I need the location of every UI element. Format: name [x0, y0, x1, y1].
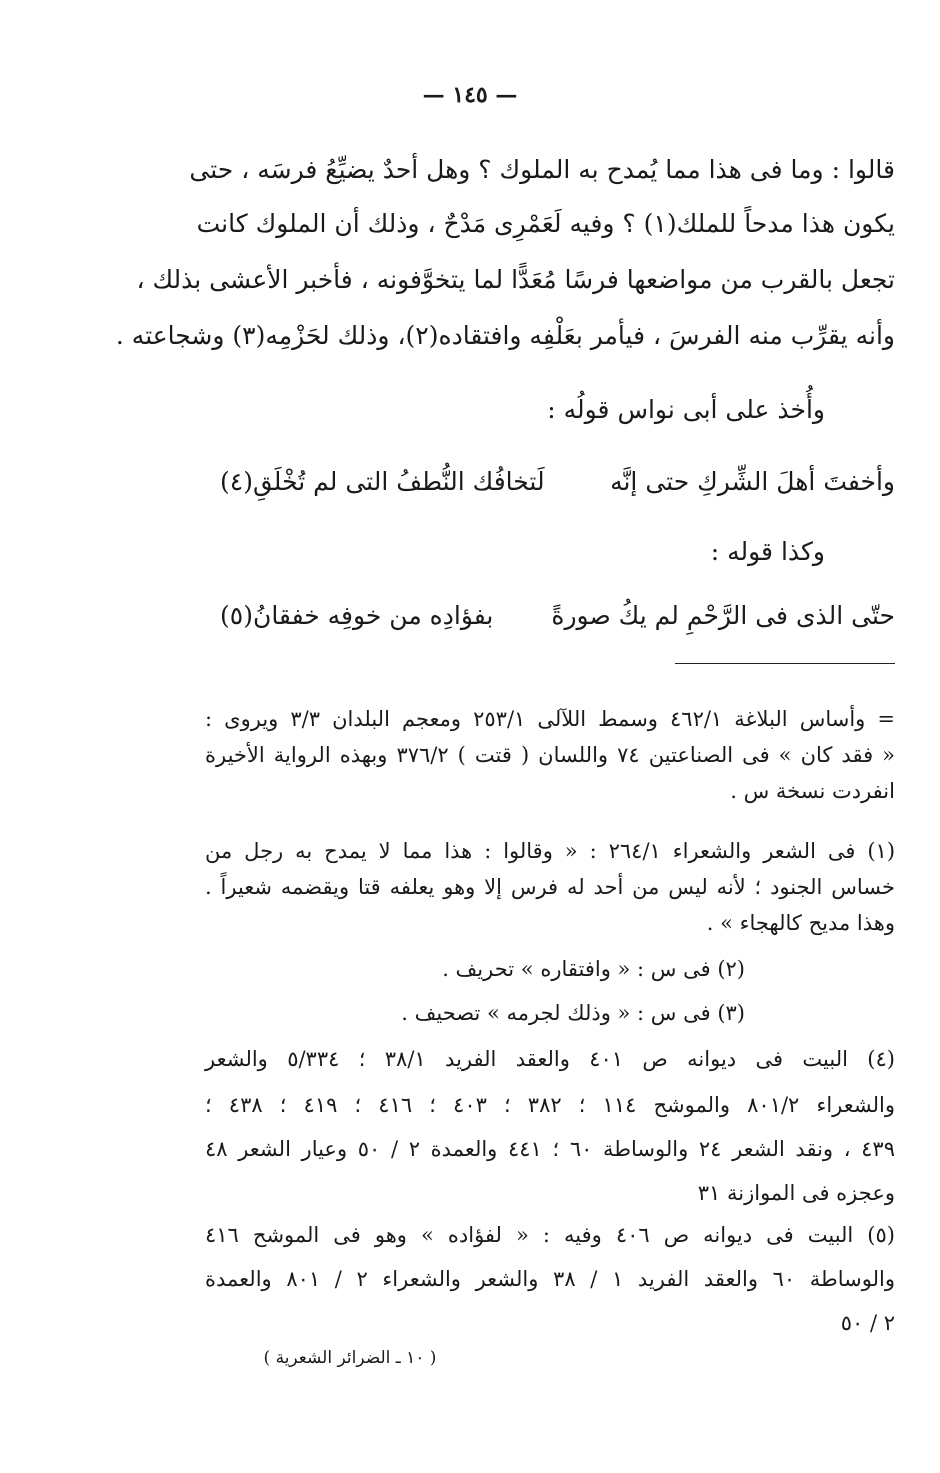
footnote-2: (٢) فى س : « وافتقاره » تحريف . — [442, 957, 745, 981]
footnote-4-line: وعجزه فى الموازنة ٣١ — [697, 1181, 895, 1205]
footnote-4-line: ٤٣٩ ، ونقد الشعر ٢٤ والوساطة ٦٠ ؛ ٤٤١ والعمدة ٢ / ٥٠ وعيار الشعر ٤٨ — [205, 1137, 895, 1161]
verse-2-second-hemistich: بفؤادِه من خوفِه خفقانُ(٥) — [220, 601, 494, 630]
footnote-1-line: خساس الجنود ؛ لأنه ليس من أحد له فرس إلا وهو يعلفه قتا ويقضمه شعيراً . — [205, 875, 895, 899]
footnote-3: (٣) فى س : « وذلك لجرمه » تصحيف . — [401, 1001, 745, 1025]
footnote-5-line: (٥) البيت فى ديوانه ص ٤٠٦ وفيه : « لفؤاده » وهو فى الموشح ٤١٦ — [205, 1223, 895, 1247]
paragraph-line: يكون هذا مدحاً للملك(١) ؟ وفيه لَعَمْرِى مَدْحٌ ، وذلك أن الملوك كانت — [196, 209, 895, 238]
footnote-5-line: والوساطة ٦٠ والعقد الفريد ١ / ٣٨ والشعر والشعراء ٢ / ٨٠١ والعمدة — [205, 1267, 895, 1291]
paragraph-line: قالوا : وما فى هذا مما يُمدح به الملوك ؟ وهل أحدٌ يضيِّعُ فرسَه ، حتى — [189, 155, 895, 184]
page-number: — ١٤٥ — — [422, 82, 518, 108]
footnote-separator — [675, 663, 895, 664]
footnote-5-line: ٢ / ٥٠ — [840, 1311, 895, 1335]
verse-2 — [205, 596, 895, 636]
kadha-intro: وكذا قوله : — [710, 537, 825, 566]
paragraph-line: تجعل بالقرب من مواضعها فرسًا مُعَدًّا لما يتخوَّفونه ، فأخبر الأعشى بذلك ، — [136, 265, 895, 294]
main-text — [115, 0, 896, 1473]
abu-nuwas-intro: وأُخذ على أبى نواس قولُه : — [547, 395, 825, 424]
paragraph-line: وأنه يقرِّب منه الفرسَ ، فيأمر بعَلْفِه وافتقاده(٢)، وذلك لحَزْمِه(٣) وشجاعته . — [115, 321, 895, 350]
verse-1-first-hemistich: وأخفتَ أهلَ الشِّركِ حتى إنَّه — [610, 467, 895, 496]
footnote-continuation-line: انفردت نسخة س . — [730, 779, 895, 803]
verse-1 — [205, 462, 895, 502]
footnote-4-line: (٤) البيت فى ديوانه ص ٤٠١ والعقد الفريد ٣٨/١ ؛ ٥/٣٣٤ والشعر — [205, 1047, 895, 1071]
footnote-continuation-line: = وأساس البلاغة ٤٦٢/١ وسمط اللآلى ٢٥٣/١ ومعجم البلدان ٣/٣ ويروى : — [205, 707, 895, 731]
footnote-1-line: (١) فى الشعر والشعراء ٢٦٤/١ : « وقالوا : هذا مما لا يمدح به رجل من — [205, 839, 896, 863]
footnote-continuation-line: « فقد كان » فى الصناعتين ٧٤ واللسان ( قتت ) ٣٧٦/٢ وبهذه الرواية الأخيرة — [205, 743, 895, 767]
verse-1-second-hemistich: لَتخافُك النُّطفُ التى لم تُخْلَقِ(٤) — [220, 467, 545, 496]
footer-signature: ( ١٠ ـ الضرائر الشعرية ) — [263, 1348, 437, 1368]
footnote-4-line: والشعراء ٨٠١/٢ والموشح ١١٤ ؛ ٣٨٢ ؛ ٤٠٣ ؛ ٤١٦ ؛ ٤١٩ ؛ ٤٣٨ ؛ — [205, 1093, 895, 1117]
footnote-1-line: وهذا مديح كالهجاء » . — [706, 911, 895, 935]
verse-2-first-hemistich: حتّى الذى فى الرَّحْمِ لم يكُ صورةً — [551, 601, 895, 630]
